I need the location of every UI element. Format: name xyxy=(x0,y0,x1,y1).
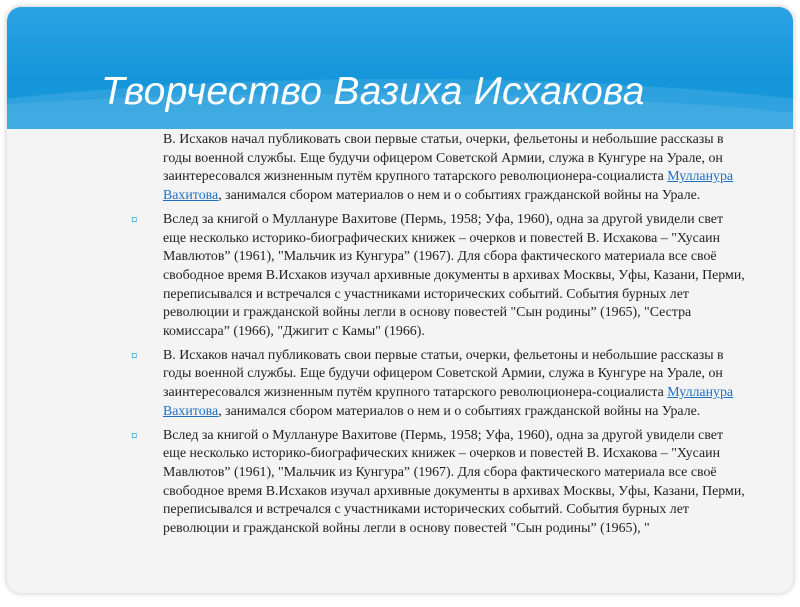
paragraph xyxy=(125,427,745,539)
paragraph-text: Вслед за книгой о Муллануре Вахитове (Пермь, 1958; Уфа, 1960), одна за другой увидели свет еще несколько историко-биографических книжек – очерков и повестей В. Исхакова – "Хусаин Мавлютов” (1961), "Мальчик из Кунгура” (1967). Для сбора фактического материала все своё свободное время В.Исхаков изучал архивные документы в архивах Москвы, Уфы, Казани, Перми, переписывался и встречался с участниками исторических событий. События бурных лет революции и гражданской войны легли в основу повестей "Сын родины” (1965), "Сестра комиссара” (1966), "Джигит с Камы" (1966). xyxy=(163,211,745,340)
bullet-icon: ¤ xyxy=(131,427,138,443)
paragraph xyxy=(125,347,745,422)
paragraph-text: Вслед за книгой о Муллануре Вахитове (Пермь, 1958; Уфа, 1960), одна за другой увидели свет еще несколько историко-биографических книжек – очерков и повестей В. Исхакова – "Хусаин Мавлютов” (1961), "Мальчик из Кунгура” (1967). Для сбора фактического материала все своё свободное время В.Исхаков изучал архивные документы в архивах Москвы, Уфы, Казани, Перми, переписывался и встречался с участниками исторических событий. События бурных лет революции и гражданской войны легли в основу повестей "Сын родины” (1965), " xyxy=(163,427,745,537)
paragraph-text: В. Исхаков начал публиковать свои первые статьи, очерки, фельетоны и небольшие рассказы в годы военной службы. Еще будучи офицером Советской Армии, служа в Кунгуре на Урале, он заинтересовался жизненным путём крупного татарского революционера-социалиста xyxy=(163,347,724,401)
paragraph-text: , занимался сбором материалов о нем и о событиях гражданской войны на Урале. xyxy=(218,188,701,204)
slide xyxy=(7,7,793,593)
bullet-icon: ¤ xyxy=(131,211,138,227)
slide-body xyxy=(125,131,745,544)
slide-title: Творчество Вазиха Исхакова xyxy=(101,70,645,113)
vakhitov-link[interactable]: Мулланура Вахитова xyxy=(163,169,734,204)
paragraph xyxy=(125,131,745,206)
paragraph-text: В. Исхаков начал публиковать свои первые статьи, очерки, фельетоны и небольшие рассказы в годы военной службы. Еще будучи офицером Советской Армии, служа в Кунгуре на Урале, он заинтересовался жизненным путём крупного татарского революционера-социалиста xyxy=(163,132,724,185)
bullet-icon: ¤ xyxy=(131,347,138,363)
paragraph xyxy=(125,211,745,342)
slide-header xyxy=(7,7,793,129)
paragraph-text: , занимался сбором материалов о нем и о событиях гражданской войны на Урале. xyxy=(218,403,701,419)
vakhitov-link[interactable]: Мулланура Вахитова xyxy=(163,385,734,419)
